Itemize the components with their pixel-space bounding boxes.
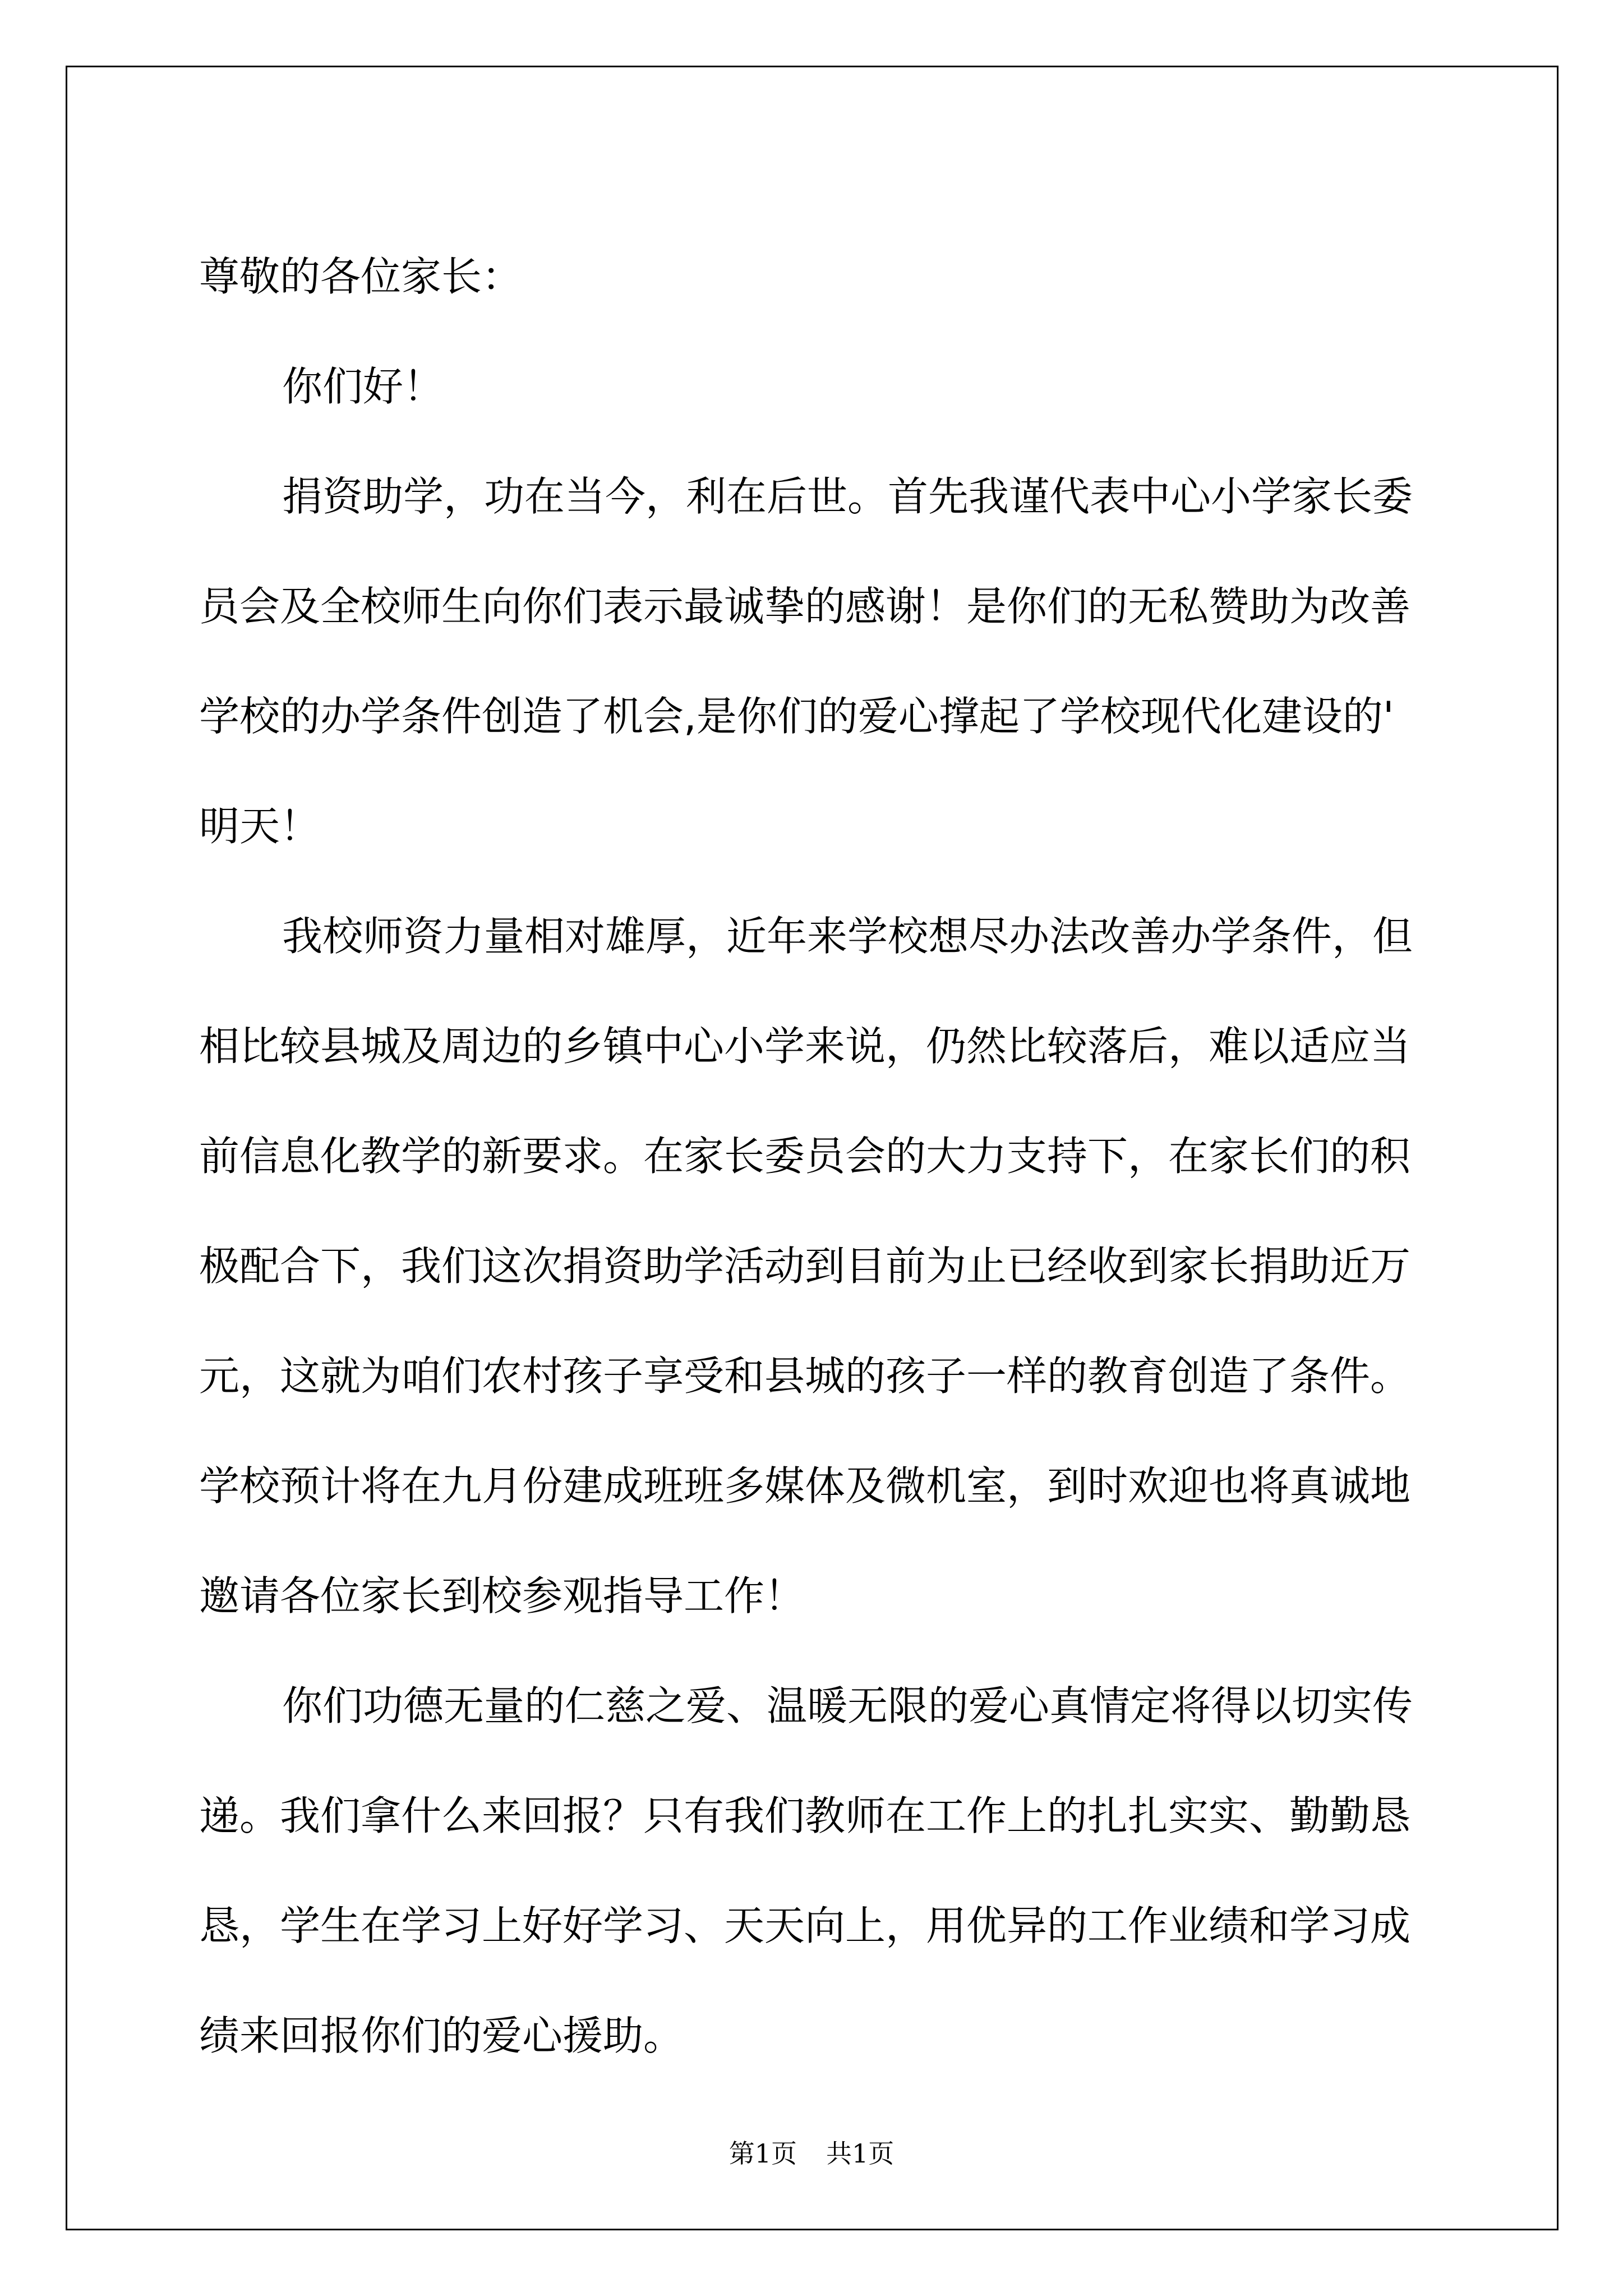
paragraph-2-line-4: 极配合下，我们这次捐资助学活动到目前为止已经收到家长捐助近万 bbox=[199, 1243, 1411, 1290]
paragraph-3-line-3: 恳，学生在学习上好好学习、天天向上，用优异的工作业绩和学习成 bbox=[199, 1902, 1411, 1949]
paragraph-2-line-3: 前信息化教学的新要求。在家长委员会的大力支持下，在家长们的积 bbox=[199, 1133, 1411, 1180]
page-number-current: 第1页 bbox=[728, 2138, 797, 2169]
paragraph-2-line-5: 元，这就为咱们农村孩子享受和县城的孩子一样的教育创造了条件。 bbox=[199, 1352, 1411, 1400]
paragraph-3-line-4: 绩来回报你们的爱心援助。 bbox=[199, 2012, 684, 2059]
paragraph-2-line-2: 相比较县城及周边的乡镇中心小学来说，仍然比较落后，难以适应当 bbox=[199, 1023, 1411, 1070]
salutation: 尊敬的各位家长： bbox=[199, 253, 523, 300]
paragraph-2-line-6: 学校预计将在九月份建成班班多媒体及微机室，到时欢迎也将真诚地 bbox=[199, 1462, 1411, 1510]
paragraph-1-line-1: 捐资助学，功在当今，利在后世。首先我谨代表中心小学家长委 bbox=[282, 473, 1413, 520]
paragraph-1-line-2: 员会及全校师生向你们表示最诚挚的感谢！是你们的无私赞助为改善 bbox=[199, 583, 1411, 630]
page-footer bbox=[0, 2133, 1623, 2170]
paragraph-2-line-1: 我校师资力量相对雄厚，近年来学校想尽办法改善办学条件，但 bbox=[282, 913, 1413, 960]
page-number-total: 共1页 bbox=[826, 2138, 895, 2169]
paragraph-1-line-3: 学校的办学条件创造了机会,是你们的爱心撑起了学校现代化建设的' bbox=[199, 693, 1394, 740]
paragraph-2-line-7: 邀请各位家长到校参观指导工作！ bbox=[199, 1572, 805, 1619]
letter-body bbox=[199, 222, 1433, 2091]
paragraph-3-line-2: 递。我们拿什么来回报？只有我们教师在工作上的扎扎实实、勤勤恳 bbox=[199, 1792, 1411, 1839]
paragraph-1-line-4: 明天！ bbox=[199, 803, 321, 850]
paragraph-3-line-1: 你们功德无量的仁慈之爱、温暖无限的爱心真情定将得以切实传 bbox=[282, 1682, 1413, 1729]
greeting: 你们好！ bbox=[282, 363, 444, 410]
